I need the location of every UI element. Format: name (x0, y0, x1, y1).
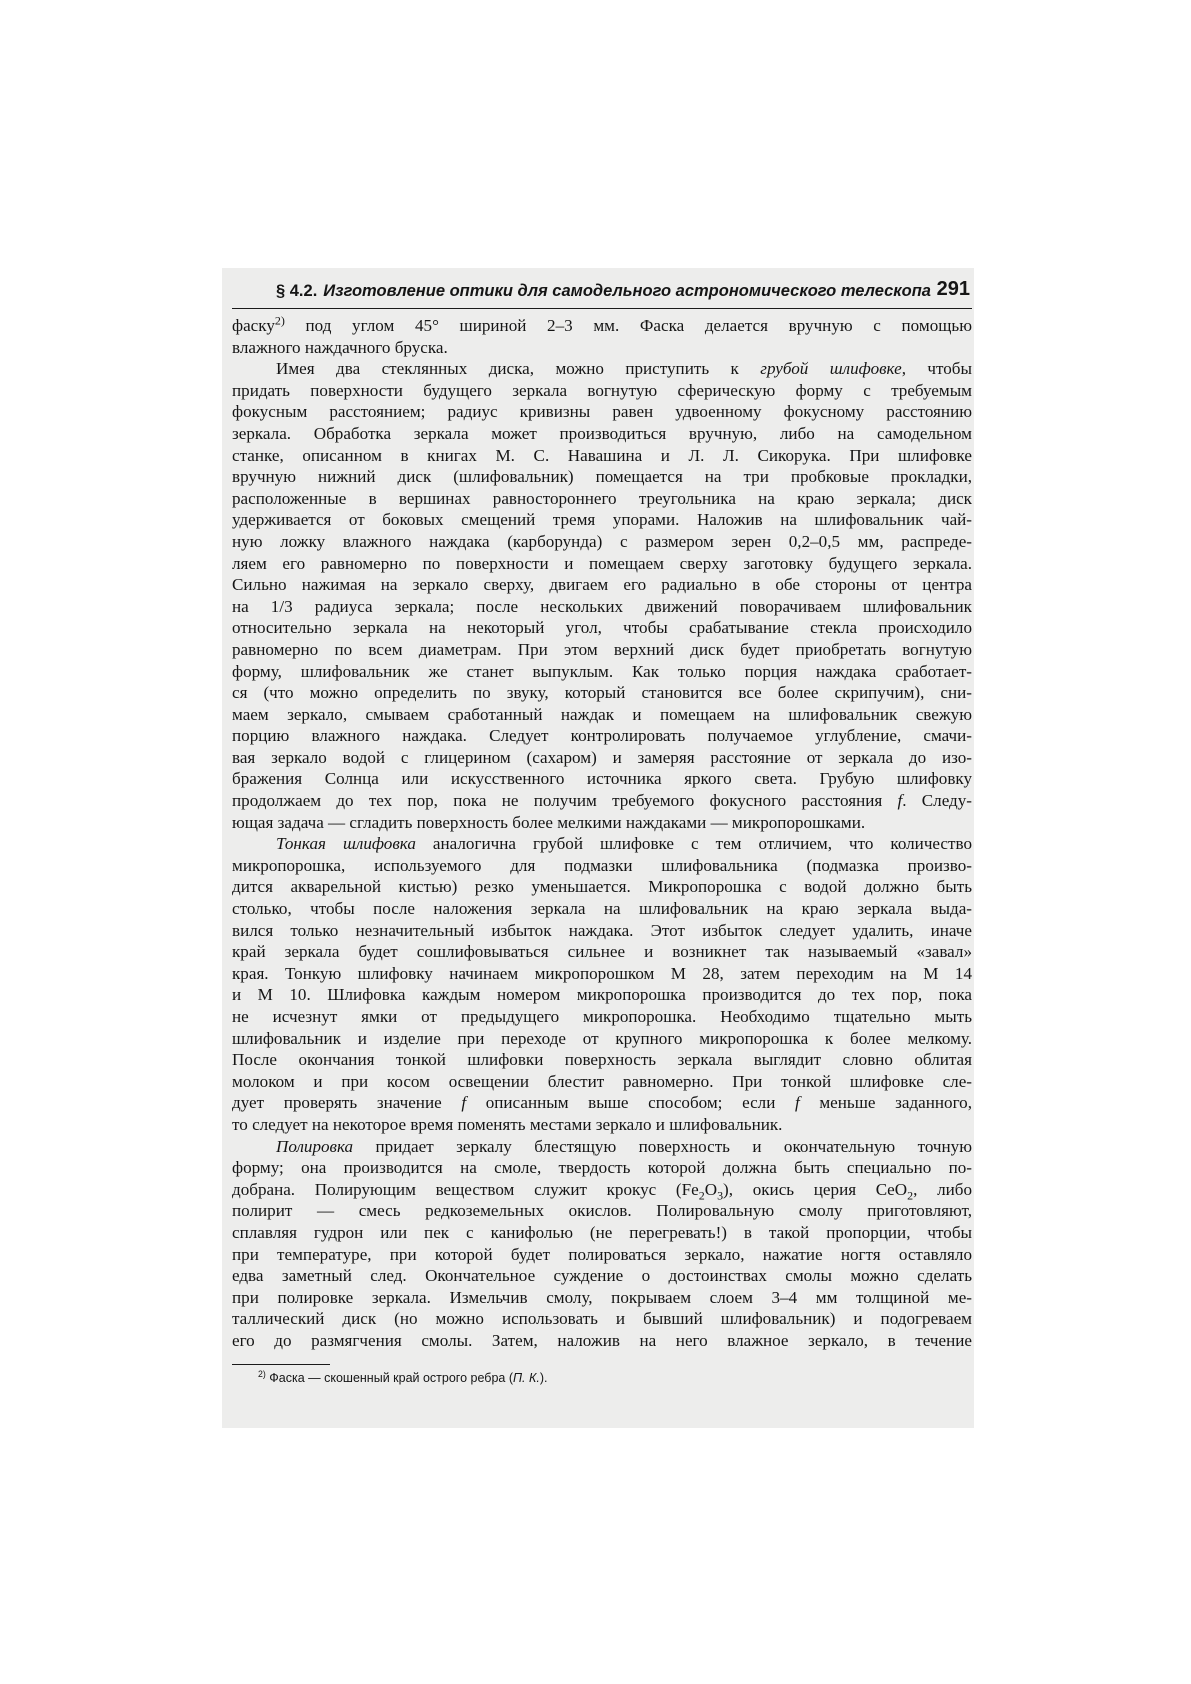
page-number: 291 (936, 278, 970, 300)
text-line: полирит — смесь редкоземельных окислов. Полировальную смолу приготовляют, (232, 1201, 972, 1221)
text-line: фокусным расстоянием; радиус кривизны равен удвоенному фокусному расстоянию (232, 402, 972, 422)
text-line: едва заметный след. Окончательное суждение о достоинствах смолы можно сделать (232, 1266, 972, 1286)
text-line: Полировка придает зеркалу блестящую поверхность и окончательную точную (276, 1136, 972, 1156)
text-line: бражения Солнца или искусственного источника яркого света. Грубую шлифовку (232, 769, 972, 789)
text-line: столько, чтобы после наложения зеркала на шлифовальник на краю зеркала выда- (232, 899, 972, 919)
text-line: вручную нижний диск (шлифовальник) помещается на три пробковые прокладки, (232, 467, 972, 487)
paragraph (232, 1136, 972, 1352)
text-line: станке, описанном в книгах М. С. Навашина и Л. Л. Сикорука. При шлифовке (232, 445, 972, 465)
text-line: относительно зеркала на некоторый угол, чтобы срабатывание стекла происходило (232, 618, 972, 638)
text-line: при температуре, при которой будет полироваться зеркало, нажатие ногтя оставляло (232, 1244, 972, 1264)
text-line: удерживается от боковых смещений тремя упорами. Наложив на шлифовальник чай- (232, 510, 972, 530)
text-line: форму; она производится на смоле, твердость которой должна быть специально по- (232, 1158, 972, 1178)
text-line: маем зеркало, смываем сработанный наждак и помещаем на шлифовальник свежую (232, 704, 972, 724)
text-line: его до размягчения смолы. Затем, наложив на него влажное зеркало, в течение (232, 1330, 972, 1350)
footnote-text: Фаска — скошенный край острого ребра (П. К.). (269, 1370, 548, 1385)
footnote-rule (232, 1364, 330, 1365)
section-number: § 4.2. (276, 282, 318, 300)
text-line: порцию влажного наждака. Следует контролировать получаемое углубление, смачи- (232, 726, 972, 746)
text-line: сплавляя гудрон или пек с канифолью (не перегревать!) в такой пропорции, чтобы (232, 1222, 972, 1242)
body-text (232, 315, 972, 1352)
section-title: Изготовление оптики для самодельного астрономического телескопа (323, 282, 931, 300)
running-head (232, 278, 972, 309)
text-line: молоком и при косом освещении блестит равномерно. При тонкой шлифовке сле- (232, 1071, 972, 1091)
text-line: дует проверять значение f описанным выше способом; если f меньше заданного, (232, 1093, 972, 1113)
footnote (232, 1368, 972, 1385)
text-line: микропорошка, используемого для подмазки шлифовальника (подмазка произво- (232, 855, 972, 875)
paragraph (232, 833, 972, 1135)
book-page (232, 278, 972, 1385)
text-line: края. Тонкую шлифовку начинаем микропорошком М 28, затем переходим на М 14 (232, 963, 972, 983)
text-line: Тонкая шлифовка аналогична грубой шлифовке с тем отличием, что количество (276, 834, 972, 854)
text-line: ную ложку влажного наждака (карборунда) с размером зерен 0,2–0,5 мм, распреде- (232, 531, 972, 551)
text-line: и М 10. Шлифовка каждым номером микропорошка производится до тех пор, пока (232, 985, 972, 1005)
text-line: ся (что можно определить по звуку, который становится все более скрипучим), сни- (232, 683, 972, 703)
text-line: вая зеркало водой с глицерином (сахаром) и замеряя расстояние от зеркала до изо- (232, 747, 972, 767)
text-line: зеркала. Обработка зеркала может производиться вручную, либо на самодельном (232, 423, 972, 443)
text-line: при полировке зеркала. Измельчив смолу, покрываем слоем 3–4 мм толщиной ме- (232, 1287, 972, 1307)
text-line: ляем его равномерно по поверхности и помещаем сверху заготовку будущего зеркала. (232, 553, 972, 573)
text-line: влажного наждачного бруска. (232, 337, 448, 357)
text-line: вился только незначительный избыток наждака. Этот избыток следует удалить, иначе (232, 920, 972, 940)
text-line: форму, шлифовальник же станет выпуклым. Как только порция наждака сработает- (232, 661, 972, 681)
text-line: добрана. Полирующим веществом служит крокус $(Fe_2O_3)$, окись церия CeO$_2$, либо (232, 1179, 972, 1201)
text-line: не исчезнут ямки от предыдущего микропорошка. Необходимо тщательно мыть (232, 1007, 972, 1026)
text-line: придать поверхности будущего зеркала вогнутую сферическую форму с требуемым (232, 380, 972, 400)
text-line: шлифовальник и изделие при переходе от крупного микропорошка к более мелкому. (232, 1028, 972, 1048)
text-line: Сильно нажимая на зеркало сверху, двигаем его радиально в обе стороны от центра (232, 575, 972, 595)
text-line: таллический диск (но можно использовать и бывший шлифовальник) и подогреваем (232, 1309, 972, 1329)
paragraph (232, 358, 972, 833)
text-line: фаску$^{2)}$ под углом 45° шириной 2–3 мм. Фаска делается вручную с помощью (232, 315, 972, 335)
text-line: край зеркала будет сошлифовываться сильнее и возникнет так называемый «завал» (232, 942, 972, 962)
footnote-marker: 2) (258, 1368, 266, 1379)
text-line: ющая задача — сгладить поверхность более мелкими наждаками — микропорошками. (232, 812, 866, 832)
paragraph (232, 315, 972, 358)
text-line: дится акварельной кистью) резко уменьшается. Микропорошка с водой должно быть (232, 877, 972, 897)
text-line: После окончания тонкой шлифовки поверхность зеркала выглядит словно облитая (232, 1050, 972, 1070)
text-line: то следует на некоторое время поменять местами зеркало и шлифовальник. (232, 1114, 783, 1134)
section-heading (276, 282, 931, 301)
text-line: равномерно по всем диаметрам. При этом верхний диск будет приобретать вогнутую (232, 639, 972, 659)
text-line: Имея два стеклянных диска, можно приступить к грубой шлифовке, чтобы (276, 359, 972, 379)
text-line: продолжаем до тех пор, пока не получим требуемого фокусного расстояния f. Следу- (232, 791, 972, 811)
text-line: на 1/3 радиуса зеркала; после нескольких движений поворачиваем шлифовальник (232, 596, 972, 616)
text-line: расположенные в вершинах равностороннего треугольника на краю зеркала; диск (232, 488, 972, 508)
